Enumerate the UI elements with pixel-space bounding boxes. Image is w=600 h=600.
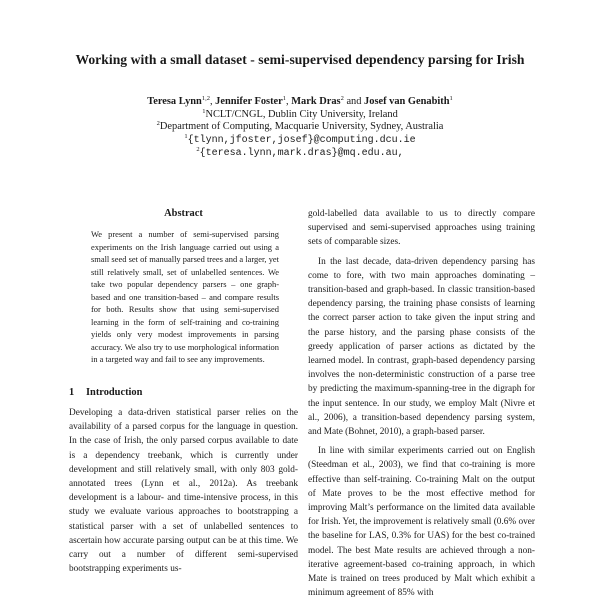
paper-title: Working with a small dataset - semi-supervised dependency parsing for Irish (75, 52, 525, 67)
abstract-heading: Abstract (164, 208, 203, 219)
affiliation-text: Department of Computing, Macquarie University, Sydney, Australia (159, 121, 444, 133)
intro-paragraph: Developing a data-driven statistical parser relies on the availability of a parsed corpus for the language in question. In the case of Irish, the only parsed corpus available to date is a dependency treebank, which is currently under development and still relatively small, with only 803 gold-annotated trees (Lynn et al., 2012a). As treebank development is a labour- and time-intensive process, in this study we evaluate various approaches to bootstrapping a statistical parser with a set of unlabelled sentences to ascertain how accurate parsing output can be at this time. We carry out a number of different semi-supervised bootstrapping experiments us- (69, 407, 298, 575)
affiliation-line (0, 109, 600, 122)
email-text: {teresa.lynn,mark.dras}@mq.edu.au, (199, 148, 404, 160)
email-mark: 2 (196, 146, 200, 154)
author-name: Josef van Genabith (364, 96, 450, 107)
author-separator: and (343, 96, 365, 107)
author-list (0, 96, 600, 109)
email-line (0, 147, 600, 161)
author-affiliation-mark: 2 (340, 95, 344, 102)
section-heading (69, 386, 298, 400)
author-affiliation-mark: 1 (449, 95, 453, 102)
body-paragraph: In the last decade, data-driven dependency parsing has come to fore, with two main approaches dominating – transition-based and graph-based. In classic transition-based dependency parsing, the training phase consists of learning the correct parser action to take given the input string and the parse history, and the parsing phase consists of the greedy application of parser actions as dictated by the learned model. In contrast, graph-based dependency parsing involves the non-deterministic construction of a parse tree by predicting the maximum-spanning-tree in the digraph for the input sentence. In our study, we employ Malt (Nivre et al., 2006), a transition-based dependency parsing system, and Mate (Bohnet, 2010), a graph-based parser. (308, 256, 535, 438)
left-column (69, 207, 298, 576)
abstract-text: We present a number of semi-supervised parsing experiments on the Irish language carried out using a small seed set of manually parsed trees and a larger, yet still relatively small, set of unlabelled sentences. We take two popular dependency parsers – one graph-based and one transition-based – and compare results for both. Results show that using semi-supervised learning in the form of self-training and co-training yields only very modest improvements in parsing accuracy. We also try to use morphological information in a targeted way and fail to see any improvements. (91, 229, 279, 365)
author-name: Teresa Lynn (147, 96, 202, 107)
author-block (0, 96, 600, 161)
email-text: {tlynn,jfoster,josef}@computing.dcu.ie (187, 134, 416, 146)
right-column (308, 207, 535, 600)
author-name: Mark Dras (291, 96, 341, 107)
author-name: Jennifer Foster (215, 96, 283, 107)
body-paragraph: In line with similar experiments carried out on English (Steedman et al., 2003), we find that co-training is more effective than self-training. Co-training Malt on the output of Mate proves to be the most effective method for improving Malt’s performance on the limited data available for Irish. Yet, the improvement is relatively small (0.6% over the baseline for LAS, 0.3% for UAS) for the best co-trained model. The best Mate results are achieved through a non-iterative agreement-based co-training approach, in which Mate is trained on trees produced by Malt which exhibit a minimum agreement of 85% with (308, 446, 535, 599)
author-affiliation-mark: 1 (282, 95, 287, 102)
email-line (0, 134, 600, 148)
affiliation-mark: 1 (202, 107, 206, 115)
section-title: Introduction (86, 386, 143, 398)
author-separator: , (286, 96, 292, 107)
author-separator: , (209, 96, 216, 107)
affiliation-mark: 2 (156, 120, 160, 128)
affiliation-line (0, 121, 600, 134)
email-mark: 1 (184, 132, 188, 140)
affiliation-text: NCLT/CNGL, Dublin City University, Ireland (205, 108, 398, 120)
section-number: 1 (69, 386, 75, 398)
author-affiliation-mark: 1,2 (201, 95, 210, 102)
body-paragraph: gold-labelled data available to us to directly compare supervised and semi-supervised approaches using training sets of comparable sizes. (308, 209, 535, 248)
